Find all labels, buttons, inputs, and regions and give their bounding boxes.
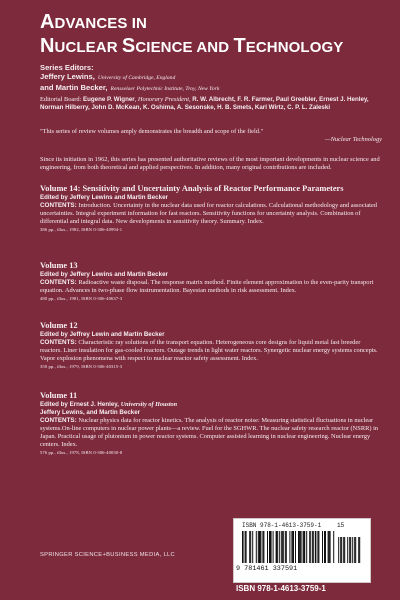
addon-bar bbox=[347, 537, 348, 563]
ean-number: 9 781461 337591 bbox=[236, 565, 298, 573]
series-editors-heading: Series Editors: bbox=[40, 63, 94, 72]
barcode-icon bbox=[242, 531, 364, 565]
barcode-bar bbox=[258, 531, 259, 563]
barcode-bar bbox=[252, 531, 253, 563]
barcode-bar bbox=[306, 531, 307, 563]
isbn: ISBN 978-1-4613-3759-1 bbox=[236, 584, 326, 593]
volume-meta: 576 pp., illus., 1978, ISBN 0-306-40030-8 bbox=[40, 450, 123, 455]
editor-name: Jeffery Lewins, bbox=[40, 72, 95, 81]
volume-title: Volume 11 bbox=[40, 391, 78, 400]
barcode-bar bbox=[295, 531, 296, 563]
addon-number: 15 bbox=[337, 522, 345, 529]
barcode-bar bbox=[245, 531, 246, 563]
barcode-bar bbox=[322, 531, 323, 563]
volume-meta: 350 pp., illus., 1979, ISBN 0-306-40315-3 bbox=[40, 364, 123, 369]
title-part: ECHNOLOGY bbox=[245, 39, 344, 56]
addon-bar bbox=[354, 537, 355, 563]
addon-bar bbox=[341, 537, 342, 563]
barcode-bar bbox=[281, 531, 283, 563]
barcode-bar bbox=[292, 531, 294, 563]
barcode-bar bbox=[250, 531, 251, 563]
barcode-bar bbox=[315, 531, 317, 563]
series-title-line2 bbox=[40, 35, 343, 59]
barcode-bar bbox=[277, 531, 278, 563]
barcode-bar bbox=[242, 531, 244, 563]
barcode-bar bbox=[267, 531, 268, 563]
review-quote bbox=[40, 128, 382, 144]
barcode-bar bbox=[289, 531, 290, 563]
volume-contents bbox=[40, 339, 382, 363]
volume-meta: 480 pp., illus., 1981, ISBN 0-306-40637-3 bbox=[40, 296, 123, 301]
addon-bar bbox=[343, 537, 344, 563]
barcode-bar bbox=[325, 531, 326, 563]
volume-title: Volume 13 bbox=[40, 261, 78, 270]
board-text-part: , bbox=[134, 96, 138, 103]
volume-contents bbox=[40, 202, 382, 226]
volume-editors bbox=[40, 401, 382, 409]
volume-editors-line2: Jeffery Lewins, and Martin Becker bbox=[40, 409, 141, 416]
volume-editors-text: Edited by Ernest J. Henley, bbox=[40, 401, 121, 408]
barcode-bar bbox=[328, 531, 329, 563]
board-text-part: Honorary President bbox=[137, 96, 189, 103]
volume-meta: 386 pp., illus., 1982, ISBN 0-306-40994-1 bbox=[40, 227, 123, 232]
barcode-bar bbox=[312, 531, 313, 563]
barcode-bar bbox=[329, 531, 330, 563]
barcode-bar bbox=[313, 531, 314, 563]
editorial-board-label: Editorial Board: bbox=[40, 96, 82, 103]
editor-affiliation: University of Cambridge, England bbox=[97, 75, 176, 81]
barcode-bar bbox=[263, 531, 264, 563]
title-part: CIENCE AND bbox=[135, 39, 234, 56]
addon-bar bbox=[352, 537, 353, 563]
title-part: S bbox=[121, 35, 136, 57]
title-part: UCLEAR bbox=[54, 39, 122, 56]
board-text-part: R. W. Albrecht, F. R. Farmer, Paul Greebler, Ernest J. Henley, Norman Hilberry, John D. McKean, K. Oshima, A. Sesonske, H. B. Smets, Karl Wirtz, C. P. L. Zaleski bbox=[40, 96, 369, 112]
barcode-bar bbox=[291, 531, 292, 563]
barcode-bar bbox=[300, 531, 301, 563]
addon-bar bbox=[358, 537, 359, 563]
contents-label: CONTENTS: bbox=[40, 417, 77, 424]
editor-name: and Martin Becker, bbox=[40, 83, 108, 92]
series-description: Since its initiation in 1962, this series has presented authoritative reviews of the most important developments in nuclear science and engineering, from both theoretical and applied perspectives. In addition, many original contributions are included. bbox=[40, 156, 380, 172]
addon-bar bbox=[338, 537, 339, 563]
barcode-bar bbox=[262, 531, 263, 563]
contents-text: Characteristic ray solutions of the transport equation. Heterogeneous core designs for liquid metal fast breeder reactors. Liner insulation for gas-cooled reactors. Outage trends in light water reactors. Synergetic nuclear energy systems concepts. Vapor explosion phenomena with respect to nuclear reactor safety assessment. Index. bbox=[40, 339, 378, 362]
barcode-bar bbox=[246, 531, 247, 563]
addon-bar bbox=[355, 537, 356, 563]
volume-title: Volume 14: Sensitivity and Uncertainty Analysis of Reactor Performance Parameters bbox=[40, 184, 344, 193]
board-text-part: Eugene P. Wigner bbox=[82, 96, 135, 103]
board-text-part: , bbox=[188, 96, 193, 103]
volume-editors: Edited by Jeffery Lewins and Martin Becker bbox=[40, 194, 168, 201]
volume-entry bbox=[40, 184, 382, 233]
volume-entry bbox=[40, 261, 382, 302]
barcode-bar bbox=[276, 531, 278, 563]
title-part: T bbox=[233, 35, 246, 57]
volume-editors: Edited by Jeffrey Lewin and Martin Becker bbox=[40, 331, 165, 338]
volume-contents bbox=[40, 279, 382, 295]
volume-editors: Edited by Jeffery Lewins and Martin Becker bbox=[40, 271, 168, 278]
barcode-bar bbox=[318, 531, 319, 563]
series-title bbox=[40, 11, 343, 59]
barcode-isbn-text: ISBN 978-1-4613-3759-1 bbox=[242, 522, 322, 529]
barcode-bar bbox=[317, 531, 318, 563]
barcode-bar bbox=[273, 531, 274, 563]
barcode-bar bbox=[303, 531, 304, 563]
series-editors bbox=[40, 63, 380, 94]
volume-entry bbox=[40, 391, 382, 456]
barcode-bar bbox=[330, 531, 331, 563]
barcode-bar bbox=[249, 531, 250, 563]
addon-bar bbox=[340, 537, 341, 563]
addon-bar bbox=[349, 537, 350, 563]
barcode-bar bbox=[324, 531, 325, 563]
volume-editors-affiliation: University of Houston bbox=[120, 401, 178, 408]
barcode-bar bbox=[301, 531, 302, 563]
quote-text: "This series of review volumes amply demonstrates the breadth and scope of the field." bbox=[40, 128, 264, 135]
contents-label: CONTENTS: bbox=[40, 339, 77, 346]
addon-bar bbox=[359, 537, 360, 563]
barcode-bar bbox=[260, 531, 261, 563]
quote-source: —Nuclear Technology bbox=[324, 136, 382, 144]
title-part: N bbox=[40, 35, 55, 57]
volume-contents bbox=[40, 417, 382, 449]
editorial-board-members bbox=[40, 96, 369, 111]
contents-label: CONTENTS: bbox=[40, 202, 77, 209]
barcode-bar bbox=[309, 531, 311, 563]
barcode-bar bbox=[270, 531, 272, 563]
barcode-bar bbox=[283, 531, 284, 563]
volume-entry bbox=[40, 321, 382, 370]
editor-affiliation: Rensselaer Polytechnic Institute, Troy, New York bbox=[110, 86, 220, 92]
barcode-label bbox=[233, 518, 371, 583]
volume-title: Volume 12 bbox=[40, 321, 78, 330]
addon-bar bbox=[350, 537, 351, 563]
barcode-bar bbox=[298, 531, 300, 563]
title-rest: DVANCES IN bbox=[54, 15, 147, 32]
editorial-board bbox=[40, 96, 382, 112]
barcode-bar bbox=[304, 531, 306, 563]
addon-bar bbox=[344, 537, 345, 563]
contents-text: Radioactive waste disposal. The response matrix method. Finite element approximation to the even-parity transport equation. Advances in two-phase flow instrumentation. Bayesian methods in risk assessment. Index. bbox=[40, 279, 374, 294]
contents-label: CONTENTS: bbox=[40, 279, 77, 286]
contents-text: Introduction. Uncertainty in the nuclear data used for reactor calculations. Calculational methodology and associated uncertainties. Integral experiment information for fast reactors. Sensitivity functions for uncertainty analysis. Combination of differential and integral data. New developments in sensitivity theory. Summary. Index. bbox=[40, 202, 377, 225]
contents-text: Nuclear physics data for reactor kinetics. The analysis of reactor noise: Measuring statistical fluctuations in nuclear systems.On-line computers in nuclear power plants—a review. Fuel for the SGHWR. The nuclear safety research reactor (NSRR) in Japan. Practical usage of plutonium in power reactor systems. Computer assisted learning in nuclear engineering. Nuclear energy centers. Index. bbox=[40, 417, 379, 448]
barcode-bar bbox=[333, 531, 334, 563]
barcode-bar bbox=[286, 531, 287, 563]
barcode-bar bbox=[259, 531, 261, 563]
barcode-bar bbox=[269, 531, 270, 563]
publisher-name: SPRINGER SCIENCE+BUSINESS MEDIA, LLC bbox=[40, 552, 175, 558]
barcode-bar bbox=[285, 531, 286, 563]
barcode-bar bbox=[256, 531, 257, 563]
title-initial: A bbox=[40, 11, 55, 33]
series-title-line1 bbox=[40, 11, 343, 35]
barcode-bar bbox=[279, 531, 280, 563]
